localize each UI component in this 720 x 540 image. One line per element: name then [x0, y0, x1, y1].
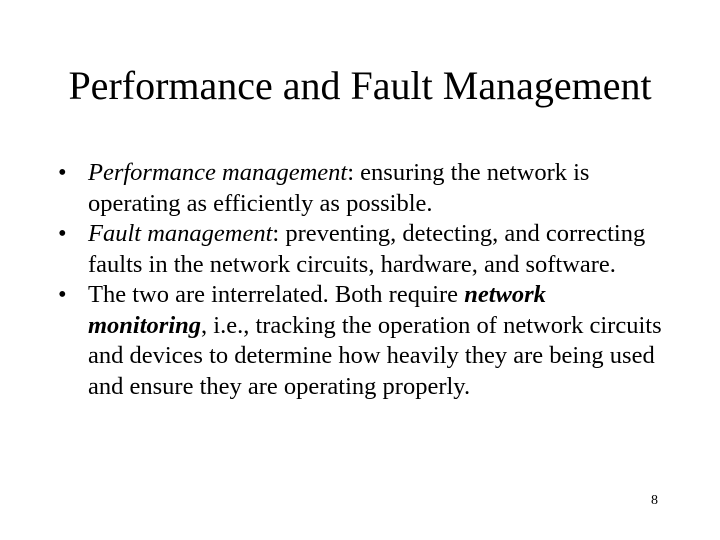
- term-performance-management: Performance management: [88, 159, 348, 186]
- bullet-text: : ensuring the network is operating as efficiently as possible.: [88, 159, 590, 217]
- term-fault-management: Fault management: [88, 220, 273, 247]
- bullet-item-interrelated: [58, 280, 668, 402]
- page-number: 8: [651, 493, 658, 508]
- bullet-dot-icon: •: [58, 159, 67, 186]
- bullet-dot-icon: •: [58, 220, 67, 247]
- bullet-text: : preventing, detecting, and correcting faults in the network circuits, hardware, and software.: [88, 220, 646, 278]
- bullet-item-performance: [58, 158, 668, 219]
- bullet-text-lead: The two are interrelated. Both require: [88, 281, 465, 308]
- bullet-item-fault: [58, 219, 668, 280]
- bullet-list: [58, 158, 668, 402]
- slide-title: Performance and Fault Management: [68, 63, 652, 108]
- bullet-dot-icon: •: [58, 281, 67, 308]
- term-network-monitoring: network monitoring: [88, 281, 546, 339]
- bullet-text-tail: , i.e., tracking the operation of network circuits and devices to determine how heavily they are being used and ensure they are operating properly.: [88, 311, 662, 400]
